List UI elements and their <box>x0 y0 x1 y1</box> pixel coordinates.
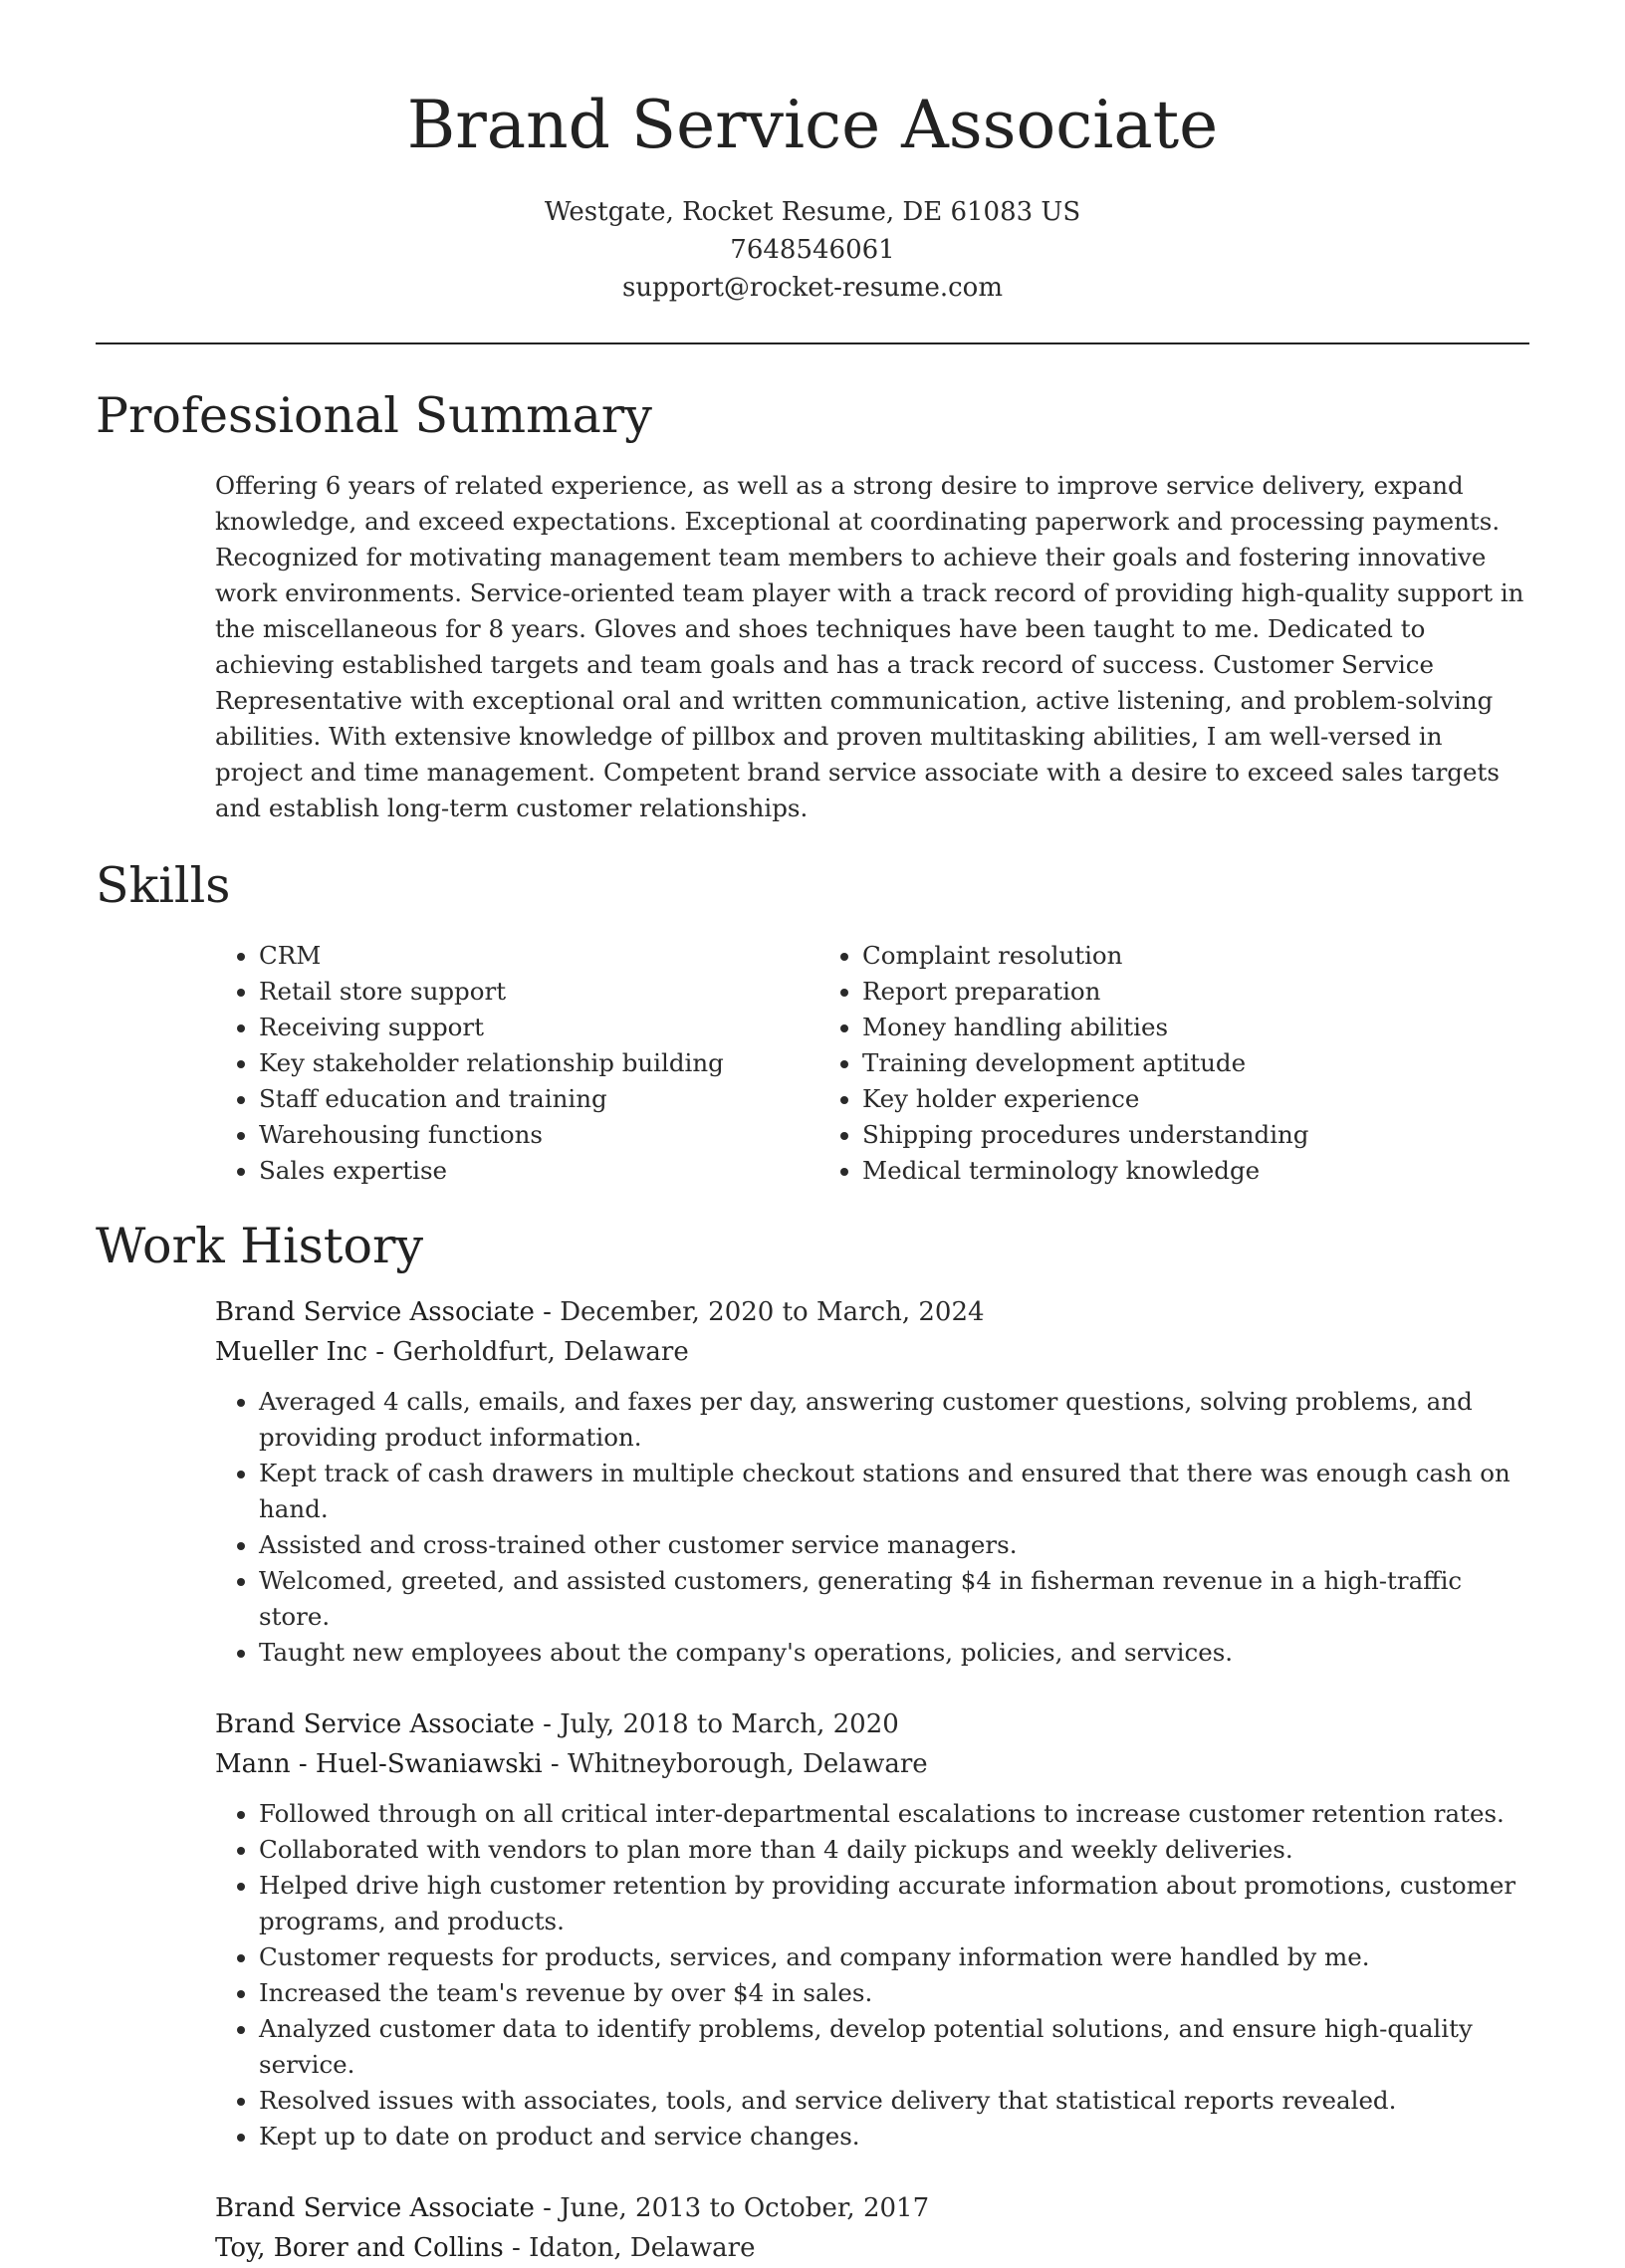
job-company: Mueller Inc <box>215 1337 368 1367</box>
job-bullet: • Assisted and cross-trained other customer service managers. <box>259 1527 1529 1563</box>
job-title-line: Brand Service Associate - June, 2013 to October, 2017 <box>215 2193 930 2223</box>
candidate-name: Brand Service Associate <box>406 87 1219 163</box>
skills-section <box>96 854 1529 1189</box>
skill-item: • Sales expertise <box>259 1153 818 1189</box>
job-bullets <box>215 1384 1529 1671</box>
job-entry <box>215 1292 1529 1671</box>
job-bullet: • Taught new employees about the company's operations, policies, and services. <box>259 1635 1529 1671</box>
job-company-line: Toy, Borer and Collins - Idaton, Delaware <box>215 2233 756 2263</box>
job-location: Idaton, Delaware <box>529 2233 756 2263</box>
job-dates: June, 2013 to October, 2017 <box>560 2193 930 2223</box>
summary-heading: Professional Summary <box>96 387 652 444</box>
contact-block <box>96 193 1529 307</box>
job-company-line: Mueller Inc - Gerholdfurt, Delaware <box>215 1337 689 1367</box>
job-bullet: • Followed through on all critical inter-departmental escalations to increase customer retention rates. <box>259 1796 1529 1832</box>
job-bullet: • Averaged 4 calls, emails, and faxes per day, answering customer questions, solving problems, and providing product information. <box>259 1384 1529 1456</box>
skill-item: • Receiving support <box>259 1010 818 1045</box>
skill-item: • CRM <box>259 938 818 974</box>
job-company: Mann - Huel-Swaniawski <box>215 1749 543 1779</box>
job-title: Brand Service Associate <box>215 1297 535 1327</box>
header-divider <box>96 342 1529 344</box>
job-bullet: • Collaborated with vendors to plan more than 4 daily pickups and weekly deliveries. <box>259 1832 1529 1868</box>
job-bullet: • Increased the team's revenue by over $4 in sales. <box>259 1975 1529 2011</box>
job-dates: December, 2020 to March, 2024 <box>560 1297 985 1327</box>
job-entry <box>215 1704 1529 2155</box>
resume-header <box>96 0 1529 307</box>
skill-item: • Training development aptitude <box>862 1045 1466 1081</box>
job-title-line: Brand Service Associate - July, 2018 to March, 2020 <box>215 1709 899 1739</box>
work-history-heading: Work History <box>96 1218 424 1274</box>
contact-email: support@rocket-resume.com <box>621 273 1003 303</box>
skill-item: • Key holder experience <box>862 1081 1466 1117</box>
skills-list-left <box>215 938 818 1189</box>
contact-phone: 7648546061 <box>730 235 895 265</box>
job-company-line: Mann - Huel-Swaniawski - Whitneyborough, Delaware <box>215 1749 928 1779</box>
job-bullet: • Helped drive high customer retention by providing accurate information about promotions, customer programs, and products. <box>259 1868 1529 1939</box>
job-location: Gerholdfurt, Delaware <box>392 1337 689 1367</box>
job-bullet: • Kept track of cash drawers in multiple checkout stations and ensured that there was enough cash on hand. <box>259 1456 1529 1527</box>
job-bullet: • Analyzed customer data to identify problems, develop potential solutions, and ensure high-quality service. <box>259 2011 1529 2083</box>
contact-address: Westgate, Rocket Resume, DE 61083 US <box>544 197 1081 227</box>
skill-item: • Report preparation <box>862 974 1466 1010</box>
skills-heading: Skills <box>96 857 231 914</box>
job-bullets <box>215 1796 1529 2155</box>
job-location: Whitneyborough, Delaware <box>567 1749 928 1779</box>
job-bullet: • Resolved issues with associates, tools, and service delivery that statistical reports revealed. <box>259 2083 1529 2119</box>
skill-item: • Warehousing functions <box>259 1117 818 1153</box>
summary-section <box>96 384 1529 826</box>
skill-item: • Retail store support <box>259 974 818 1010</box>
skills-list-right <box>818 938 1466 1189</box>
skill-item: • Key stakeholder relationship building <box>259 1045 818 1081</box>
job-entry <box>215 2188 1529 2268</box>
skill-item: • Shipping procedures understanding <box>862 1117 1466 1153</box>
job-title: Brand Service Associate <box>215 2193 535 2223</box>
skill-item: • Money handling abilities <box>862 1010 1466 1045</box>
job-dates: July, 2018 to March, 2020 <box>560 1709 899 1739</box>
job-bullet: • Welcomed, greeted, and assisted customers, generating $4 in fisherman revenue in a high-traffic store. <box>259 1563 1529 1635</box>
skill-item: • Medical terminology knowledge <box>862 1153 1466 1189</box>
summary-text: Offering 6 years of related experience, as well as a strong desire to improve service delivery, expand knowledge, and exceed expectations. Exceptional at coordinating paperwork and processing payments. Recognized for motivating management team members to achieve their goals and fostering innovative work environments. Service-oriented team player with a track record of providing high-quality support in the miscellaneous for 8 years. Gloves and shoes techniques have been taught to me. Dedicated to achieving established targets and team goals and has a track record of success. Customer Service Representative with exceptional oral and written communication, active listening, and problem-solving abilities. With extensive knowledge of pillbox and proven multitasking abilities, I am well-versed in project and time management. Competent brand service associate with a desire to exceed sales targets and establish long-term customer relationships. <box>215 471 1524 822</box>
skill-item: • Staff education and training <box>259 1081 818 1117</box>
job-title-line: Brand Service Associate - December, 2020 to March, 2024 <box>215 1297 985 1327</box>
skill-item: • Complaint resolution <box>862 938 1466 974</box>
job-title: Brand Service Associate <box>215 1709 535 1739</box>
job-bullet: • Kept up to date on product and service changes. <box>259 2119 1529 2155</box>
skills-grid <box>215 938 1529 1189</box>
job-bullet: • Customer requests for products, services, and company information were handled by me. <box>259 1939 1529 1975</box>
job-company: Toy, Borer and Collins <box>215 2233 504 2263</box>
work-history-section <box>96 1215 1529 2268</box>
